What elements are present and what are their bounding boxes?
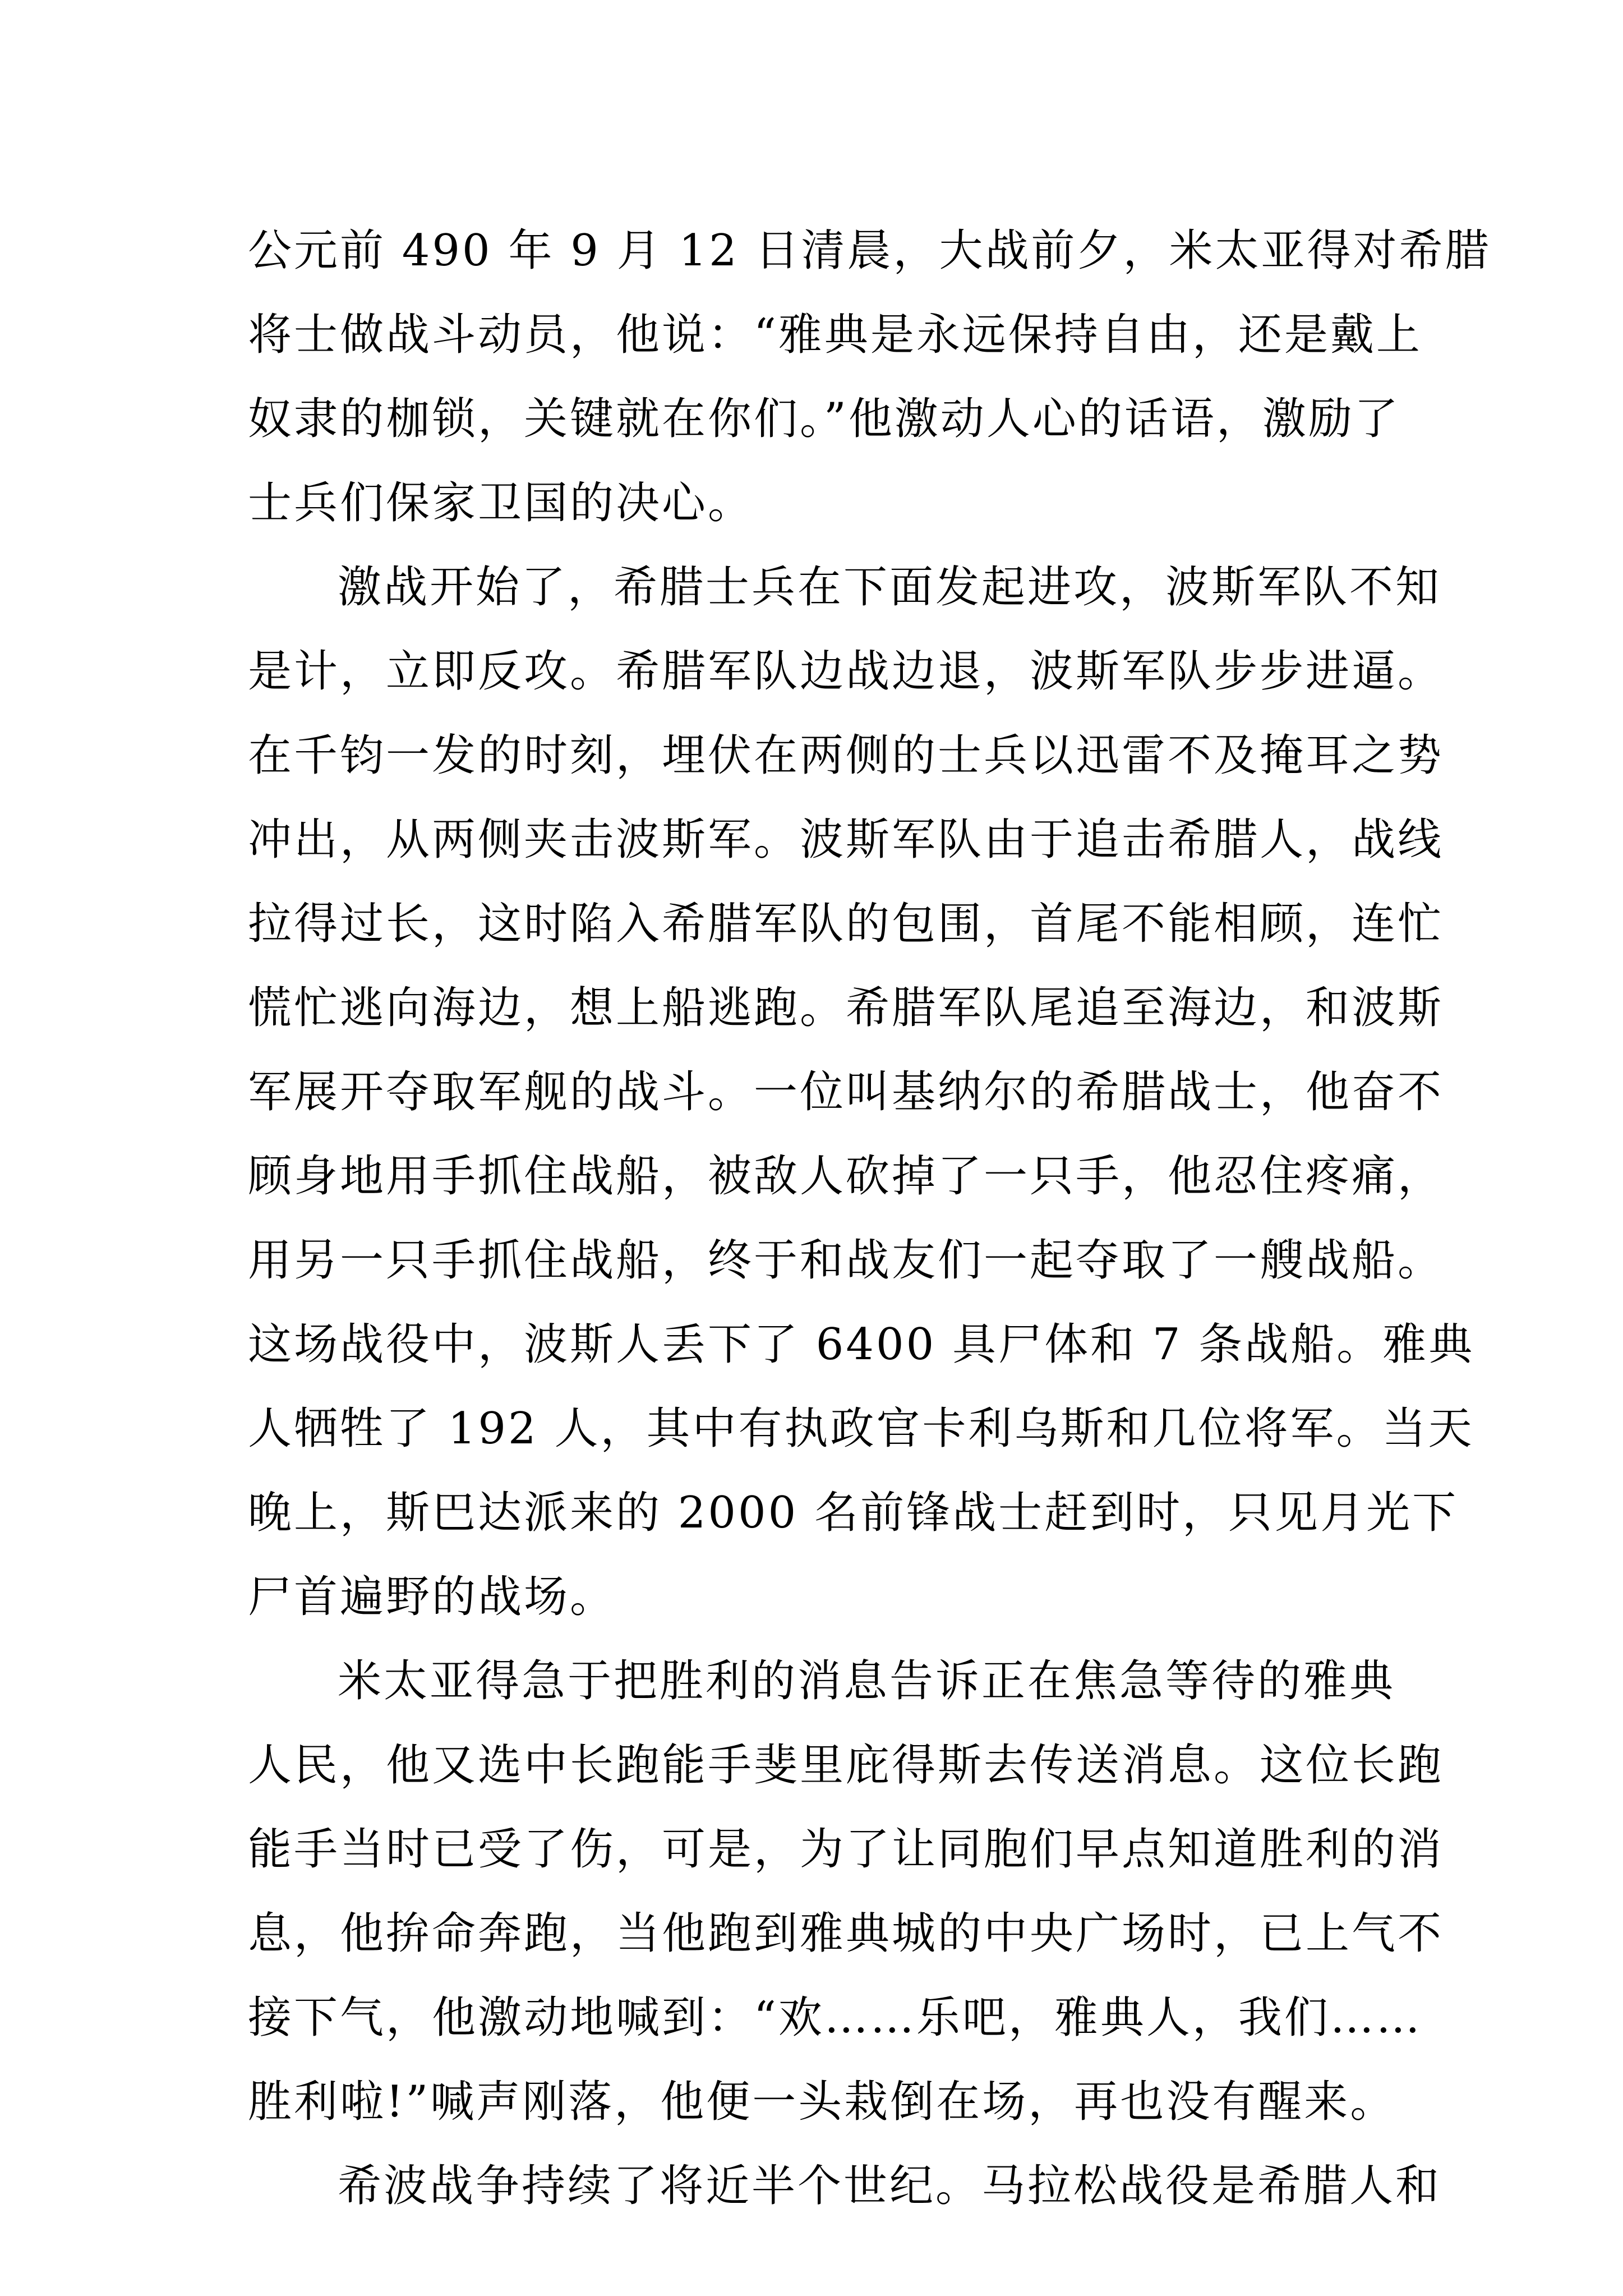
text-line: 希波战争持续了将近半个世纪。马拉松战役是希腊人和	[338, 2161, 1442, 2211]
text-line: 胜利啦!”喊声刚落，他便一头栽倒在场，再也没有醒来。	[248, 2077, 1396, 2127]
text-line: 人牺牲了 192 人，其中有执政官卡利乌斯和几位将军。当天	[248, 1404, 1474, 1454]
text-line: 将士做战斗动员，他说：“雅典是永远保持自由，还是戴上	[248, 310, 1422, 360]
text-line: 公元前 490 年 9 月 12 日清晨，大战前夕，米太亚得对希腊	[248, 226, 1491, 276]
text-line: 息，他拚命奔跑，当他跑到雅典城的中央广场时，已上气不	[248, 1908, 1444, 1959]
text-line: 奴隶的枷锁，关键就在你们。”他激动人心的话语，激励了	[248, 394, 1400, 444]
text-line: 用另一只手抓住战船，终于和战友们一起夺取了一艘战船。	[248, 1235, 1444, 1286]
text-line: 人民，他又选中长跑能手斐里庇得斯去传送消息。这位长跑	[248, 1740, 1444, 1791]
paragraph-4	[248, 2144, 1442, 2228]
body-text	[248, 209, 1491, 2228]
text-line: 晚上，斯巴达派来的 2000 名前锋战士赶到时，只见月光下	[248, 1488, 1459, 1538]
text-line: 米太亚得急于把胜利的消息告诉正在焦急等待的雅典	[338, 1656, 1396, 1706]
text-line: 接下气，他激动地喊到：“欢……乐吧，雅典人，我们……	[248, 1993, 1422, 2043]
text-line: 在千钧一发的时刻，埋伏在两侧的士兵以迅雷不及掩耳之势	[248, 730, 1444, 781]
text-line: 拉得过长，这时陷入希腊军队的包围，首尾不能相顾，连忙	[248, 899, 1444, 949]
paragraph-3	[248, 1639, 1444, 2144]
text-line: 是计，立即反攻。希腊军队边战边退，波斯军队步步进逼。	[248, 646, 1444, 697]
text-line: 慌忙逃向海边，想上船逃跑。希腊军队尾追至海边，和波斯	[248, 983, 1444, 1033]
text-line: 士兵们保家卫国的决心。	[248, 478, 754, 528]
text-line: 顾身地用手抓住战船，被敌人砍掉了一只手，他忍住疼痛，	[248, 1151, 1444, 1202]
text-line: 这场战役中，波斯人丢下了 6400 具尸体和 7 条战船。雅典	[248, 1319, 1475, 1370]
text-line: 冲出，从两侧夹击波斯军。波斯军队由于追击希腊人，战线	[248, 815, 1444, 865]
paragraph-1	[248, 209, 1491, 545]
paragraph-2	[248, 545, 1475, 1639]
text-line: 激战开始了，希腊士兵在下面发起进攻，波斯军队不知	[338, 562, 1442, 613]
text-line: 尸首遍野的战场。	[248, 1572, 616, 1622]
text-line: 能手当时已受了伤，可是，为了让同胞们早点知道胜利的消	[248, 1824, 1444, 1875]
text-line: 军展开夺取军舰的战斗。一位叫基纳尔的希腊战士，他奋不	[248, 1067, 1444, 1117]
